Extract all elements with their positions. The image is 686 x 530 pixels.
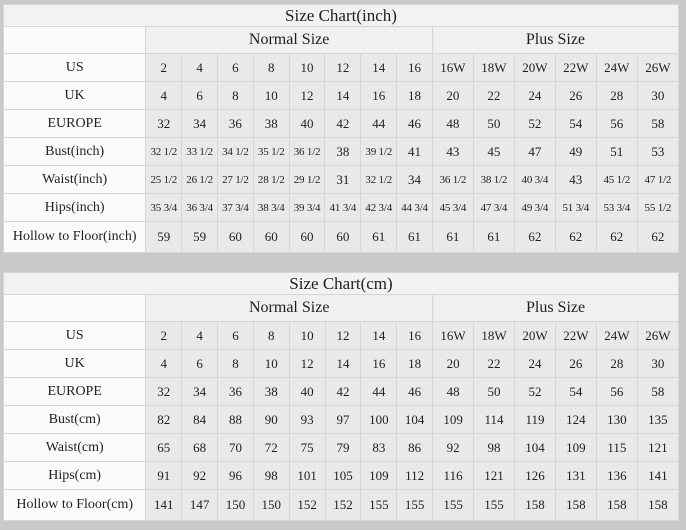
- size-value-cell: 158: [515, 490, 556, 521]
- size-value-cell: 47 1/2: [637, 166, 678, 194]
- size-value-cell: 22: [473, 82, 514, 110]
- table-row: [4, 406, 679, 434]
- size-value-cell: 39 3/4: [289, 194, 325, 222]
- size-value-cell: 51 3/4: [555, 194, 596, 222]
- size-value-cell: 16W: [432, 54, 473, 82]
- size-value-cell: 60: [289, 222, 325, 253]
- size-table-body: [4, 322, 679, 521]
- size-value-cell: 24W: [596, 322, 637, 350]
- size-value-cell: 47: [514, 138, 555, 166]
- size-value-cell: 4: [146, 82, 182, 110]
- size-value-cell: 56: [596, 378, 637, 406]
- size-value-cell: 119: [515, 406, 556, 434]
- row-label: Hollow to Floor(inch): [4, 222, 146, 253]
- table-row: [4, 166, 679, 194]
- size-value-cell: 46: [397, 110, 433, 138]
- size-value-cell: 147: [182, 490, 218, 521]
- size-value-cell: 38 3/4: [253, 194, 289, 222]
- size-value-cell: 6: [217, 54, 253, 82]
- size-value-cell: 45 1/2: [596, 166, 637, 194]
- size-value-cell: 48: [433, 378, 474, 406]
- size-value-cell: 10: [289, 322, 325, 350]
- size-value-cell: 60: [217, 222, 253, 253]
- size-value-cell: 83: [361, 434, 397, 462]
- size-value-cell: 41 3/4: [325, 194, 361, 222]
- size-value-cell: 56: [596, 110, 637, 138]
- size-value-cell: 105: [325, 462, 361, 490]
- size-value-cell: 10: [253, 82, 289, 110]
- size-value-cell: 53 3/4: [596, 194, 637, 222]
- size-value-cell: 104: [515, 434, 556, 462]
- size-value-cell: 6: [218, 322, 254, 350]
- size-value-cell: 62: [514, 222, 555, 253]
- size-value-cell: 38 1/2: [473, 166, 514, 194]
- size-value-cell: 53: [637, 138, 678, 166]
- corner-cell: [4, 27, 146, 54]
- table-title: Size Chart(inch): [4, 5, 679, 27]
- size-value-cell: 22: [474, 350, 515, 378]
- size-value-cell: 4: [182, 322, 218, 350]
- size-value-cell: 152: [289, 490, 325, 521]
- size-value-cell: 16: [397, 322, 433, 350]
- table-row: [4, 222, 679, 253]
- size-value-cell: 40 3/4: [514, 166, 555, 194]
- size-value-cell: 44 3/4: [397, 194, 433, 222]
- size-value-cell: 92: [433, 434, 474, 462]
- row-label: US: [4, 322, 146, 350]
- plus-size-header: Plus Size: [433, 295, 679, 322]
- size-value-cell: 28: [596, 350, 637, 378]
- size-value-cell: 12: [289, 350, 325, 378]
- size-value-cell: 116: [433, 462, 474, 490]
- size-value-cell: 79: [325, 434, 361, 462]
- size-value-cell: 54: [555, 110, 596, 138]
- size-value-cell: 20W: [515, 322, 556, 350]
- size-value-cell: 44: [361, 110, 397, 138]
- size-value-cell: 96: [218, 462, 254, 490]
- plus-size-header: Plus Size: [432, 27, 678, 54]
- size-value-cell: 26W: [637, 54, 678, 82]
- size-value-cell: 50: [473, 110, 514, 138]
- size-value-cell: 49: [555, 138, 596, 166]
- size-value-cell: 35 1/2: [253, 138, 289, 166]
- size-value-cell: 112: [397, 462, 433, 490]
- size-value-cell: 26: [555, 350, 596, 378]
- size-value-cell: 8: [217, 82, 253, 110]
- size-value-cell: 52: [514, 110, 555, 138]
- size-value-cell: 40: [289, 378, 325, 406]
- size-value-cell: 62: [596, 222, 637, 253]
- row-label: UK: [4, 82, 146, 110]
- size-value-cell: 158: [555, 490, 596, 521]
- size-value-cell: 12: [289, 82, 325, 110]
- size-value-cell: 62: [555, 222, 596, 253]
- size-value-cell: 8: [253, 322, 289, 350]
- size-value-cell: 48: [432, 110, 473, 138]
- row-label: Hollow to Floor(cm): [4, 490, 146, 521]
- size-value-cell: 20W: [514, 54, 555, 82]
- size-value-cell: 100: [361, 406, 397, 434]
- row-label: Hips(cm): [4, 462, 146, 490]
- size-value-cell: 43: [432, 138, 473, 166]
- row-label: Bust(cm): [4, 406, 146, 434]
- size-value-cell: 58: [637, 110, 678, 138]
- size-value-cell: 150: [253, 490, 289, 521]
- size-value-cell: 70: [218, 434, 254, 462]
- size-chart-cm-table: [3, 272, 679, 521]
- size-value-cell: 61: [432, 222, 473, 253]
- size-value-cell: 16W: [433, 322, 474, 350]
- size-value-cell: 101: [289, 462, 325, 490]
- size-value-cell: 86: [397, 434, 433, 462]
- size-value-cell: 38: [253, 378, 289, 406]
- size-value-cell: 12: [325, 54, 361, 82]
- size-value-cell: 82: [146, 406, 182, 434]
- size-value-cell: 32: [146, 378, 182, 406]
- size-value-cell: 68: [182, 434, 218, 462]
- size-value-cell: 4: [146, 350, 182, 378]
- size-value-cell: 141: [637, 462, 678, 490]
- size-value-cell: 16: [361, 82, 397, 110]
- table-row: [4, 54, 679, 82]
- table-row: [4, 194, 679, 222]
- size-value-cell: 20: [433, 350, 474, 378]
- size-value-cell: 114: [474, 406, 515, 434]
- size-value-cell: 121: [474, 462, 515, 490]
- size-value-cell: 32 1/2: [361, 166, 397, 194]
- size-value-cell: 61: [397, 222, 433, 253]
- size-value-cell: 34 1/2: [217, 138, 253, 166]
- size-value-cell: 158: [596, 490, 637, 521]
- size-value-cell: 109: [433, 406, 474, 434]
- size-value-cell: 152: [325, 490, 361, 521]
- size-value-cell: 84: [182, 406, 218, 434]
- table-title-row: [4, 5, 679, 27]
- size-value-cell: 20: [432, 82, 473, 110]
- table-row: [4, 82, 679, 110]
- size-value-cell: 26 1/2: [182, 166, 218, 194]
- size-value-cell: 90: [253, 406, 289, 434]
- row-label: EUROPE: [4, 110, 146, 138]
- table-row: [4, 322, 679, 350]
- size-value-cell: 22W: [555, 322, 596, 350]
- size-value-cell: 36 3/4: [182, 194, 218, 222]
- size-value-cell: 6: [182, 350, 218, 378]
- size-value-cell: 136: [596, 462, 637, 490]
- size-value-cell: 16: [397, 54, 433, 82]
- size-value-cell: 36 1/2: [289, 138, 325, 166]
- size-value-cell: 88: [218, 406, 254, 434]
- size-value-cell: 24: [514, 82, 555, 110]
- size-value-cell: 39 1/2: [361, 138, 397, 166]
- size-value-cell: 65: [146, 434, 182, 462]
- size-value-cell: 25 1/2: [146, 166, 182, 194]
- size-value-cell: 59: [182, 222, 218, 253]
- table-row: [4, 138, 679, 166]
- size-value-cell: 109: [555, 434, 596, 462]
- size-value-cell: 10: [289, 54, 325, 82]
- size-value-cell: 27 1/2: [217, 166, 253, 194]
- size-value-cell: 28: [596, 82, 637, 110]
- size-value-cell: 18W: [474, 322, 515, 350]
- size-value-cell: 93: [289, 406, 325, 434]
- table-title: Size Chart(cm): [4, 273, 679, 295]
- size-value-cell: 38: [325, 138, 361, 166]
- size-value-cell: 46: [397, 378, 433, 406]
- size-value-cell: 91: [146, 462, 182, 490]
- size-value-cell: 22W: [555, 54, 596, 82]
- size-value-cell: 32: [146, 110, 182, 138]
- size-value-cell: 14: [325, 82, 361, 110]
- row-label: EUROPE: [4, 378, 146, 406]
- size-value-cell: 155: [397, 490, 433, 521]
- size-value-cell: 155: [433, 490, 474, 521]
- size-value-cell: 24: [515, 350, 556, 378]
- size-table-body: [4, 54, 679, 253]
- size-value-cell: 44: [361, 378, 397, 406]
- size-value-cell: 14: [361, 54, 397, 82]
- size-value-cell: 36: [218, 378, 254, 406]
- row-label: Bust(inch): [4, 138, 146, 166]
- size-value-cell: 42: [325, 110, 361, 138]
- size-value-cell: 104: [397, 406, 433, 434]
- size-value-cell: 60: [253, 222, 289, 253]
- size-value-cell: 30: [637, 350, 678, 378]
- size-value-cell: 141: [146, 490, 182, 521]
- size-value-cell: 18W: [473, 54, 514, 82]
- size-value-cell: 38: [253, 110, 289, 138]
- size-value-cell: 60: [325, 222, 361, 253]
- size-value-cell: 49 3/4: [514, 194, 555, 222]
- size-value-cell: 24W: [596, 54, 637, 82]
- size-value-cell: 41: [397, 138, 433, 166]
- size-value-cell: 2: [146, 54, 182, 82]
- size-value-cell: 14: [361, 322, 397, 350]
- normal-size-header: Normal Size: [146, 295, 433, 322]
- size-value-cell: 121: [637, 434, 678, 462]
- table-title-row: [4, 273, 679, 295]
- size-value-cell: 36: [217, 110, 253, 138]
- size-value-cell: 8: [253, 54, 289, 82]
- size-value-cell: 155: [361, 490, 397, 521]
- size-value-cell: 124: [555, 406, 596, 434]
- group-header-row: [4, 295, 679, 322]
- size-value-cell: 155: [474, 490, 515, 521]
- size-value-cell: 109: [361, 462, 397, 490]
- size-value-cell: 45 3/4: [432, 194, 473, 222]
- size-value-cell: 34: [182, 110, 218, 138]
- size-value-cell: 54: [555, 378, 596, 406]
- size-value-cell: 51: [596, 138, 637, 166]
- size-value-cell: 12: [325, 322, 361, 350]
- size-value-cell: 115: [596, 434, 637, 462]
- size-value-cell: 45: [473, 138, 514, 166]
- size-value-cell: 18: [397, 82, 433, 110]
- table-row: [4, 350, 679, 378]
- size-value-cell: 150: [218, 490, 254, 521]
- size-value-cell: 61: [361, 222, 397, 253]
- size-value-cell: 4: [182, 54, 218, 82]
- size-value-cell: 131: [555, 462, 596, 490]
- size-value-cell: 59: [146, 222, 182, 253]
- size-value-cell: 26: [555, 82, 596, 110]
- size-value-cell: 98: [253, 462, 289, 490]
- normal-size-header: Normal Size: [146, 27, 433, 54]
- size-value-cell: 42: [325, 378, 361, 406]
- size-value-cell: 34: [182, 378, 218, 406]
- size-value-cell: 2: [146, 322, 182, 350]
- size-value-cell: 35 3/4: [146, 194, 182, 222]
- table-row: [4, 110, 679, 138]
- size-value-cell: 40: [289, 110, 325, 138]
- size-value-cell: 126: [515, 462, 556, 490]
- size-value-cell: 61: [473, 222, 514, 253]
- size-value-cell: 72: [253, 434, 289, 462]
- size-value-cell: 37 3/4: [217, 194, 253, 222]
- size-value-cell: 158: [637, 490, 678, 521]
- size-value-cell: 50: [474, 378, 515, 406]
- size-value-cell: 29 1/2: [289, 166, 325, 194]
- size-value-cell: 47 3/4: [473, 194, 514, 222]
- size-value-cell: 130: [596, 406, 637, 434]
- size-value-cell: 58: [637, 378, 678, 406]
- size-chart-inch-table: [3, 4, 679, 253]
- size-value-cell: 6: [182, 82, 218, 110]
- size-value-cell: 135: [637, 406, 678, 434]
- size-value-cell: 31: [325, 166, 361, 194]
- row-label: Hips(inch): [4, 194, 146, 222]
- size-value-cell: 43: [555, 166, 596, 194]
- table-row: [4, 462, 679, 490]
- size-value-cell: 75: [289, 434, 325, 462]
- size-value-cell: 97: [325, 406, 361, 434]
- size-value-cell: 36 1/2: [432, 166, 473, 194]
- size-value-cell: 92: [182, 462, 218, 490]
- size-value-cell: 8: [218, 350, 254, 378]
- size-value-cell: 10: [253, 350, 289, 378]
- size-value-cell: 42 3/4: [361, 194, 397, 222]
- group-header-row: [4, 27, 679, 54]
- size-value-cell: 32 1/2: [146, 138, 182, 166]
- size-value-cell: 28 1/2: [253, 166, 289, 194]
- row-label: US: [4, 54, 146, 82]
- size-value-cell: 62: [637, 222, 678, 253]
- table-row: [4, 490, 679, 521]
- size-value-cell: 16: [361, 350, 397, 378]
- size-value-cell: 14: [325, 350, 361, 378]
- row-label: UK: [4, 350, 146, 378]
- size-value-cell: 33 1/2: [182, 138, 218, 166]
- row-label: Waist(inch): [4, 166, 146, 194]
- size-value-cell: 18: [397, 350, 433, 378]
- table-row: [4, 378, 679, 406]
- size-value-cell: 55 1/2: [637, 194, 678, 222]
- size-value-cell: 98: [474, 434, 515, 462]
- size-value-cell: 34: [397, 166, 433, 194]
- size-value-cell: 30: [637, 82, 678, 110]
- row-label: Waist(cm): [4, 434, 146, 462]
- corner-cell: [4, 295, 146, 322]
- size-value-cell: 26W: [637, 322, 678, 350]
- size-value-cell: 52: [515, 378, 556, 406]
- table-row: [4, 434, 679, 462]
